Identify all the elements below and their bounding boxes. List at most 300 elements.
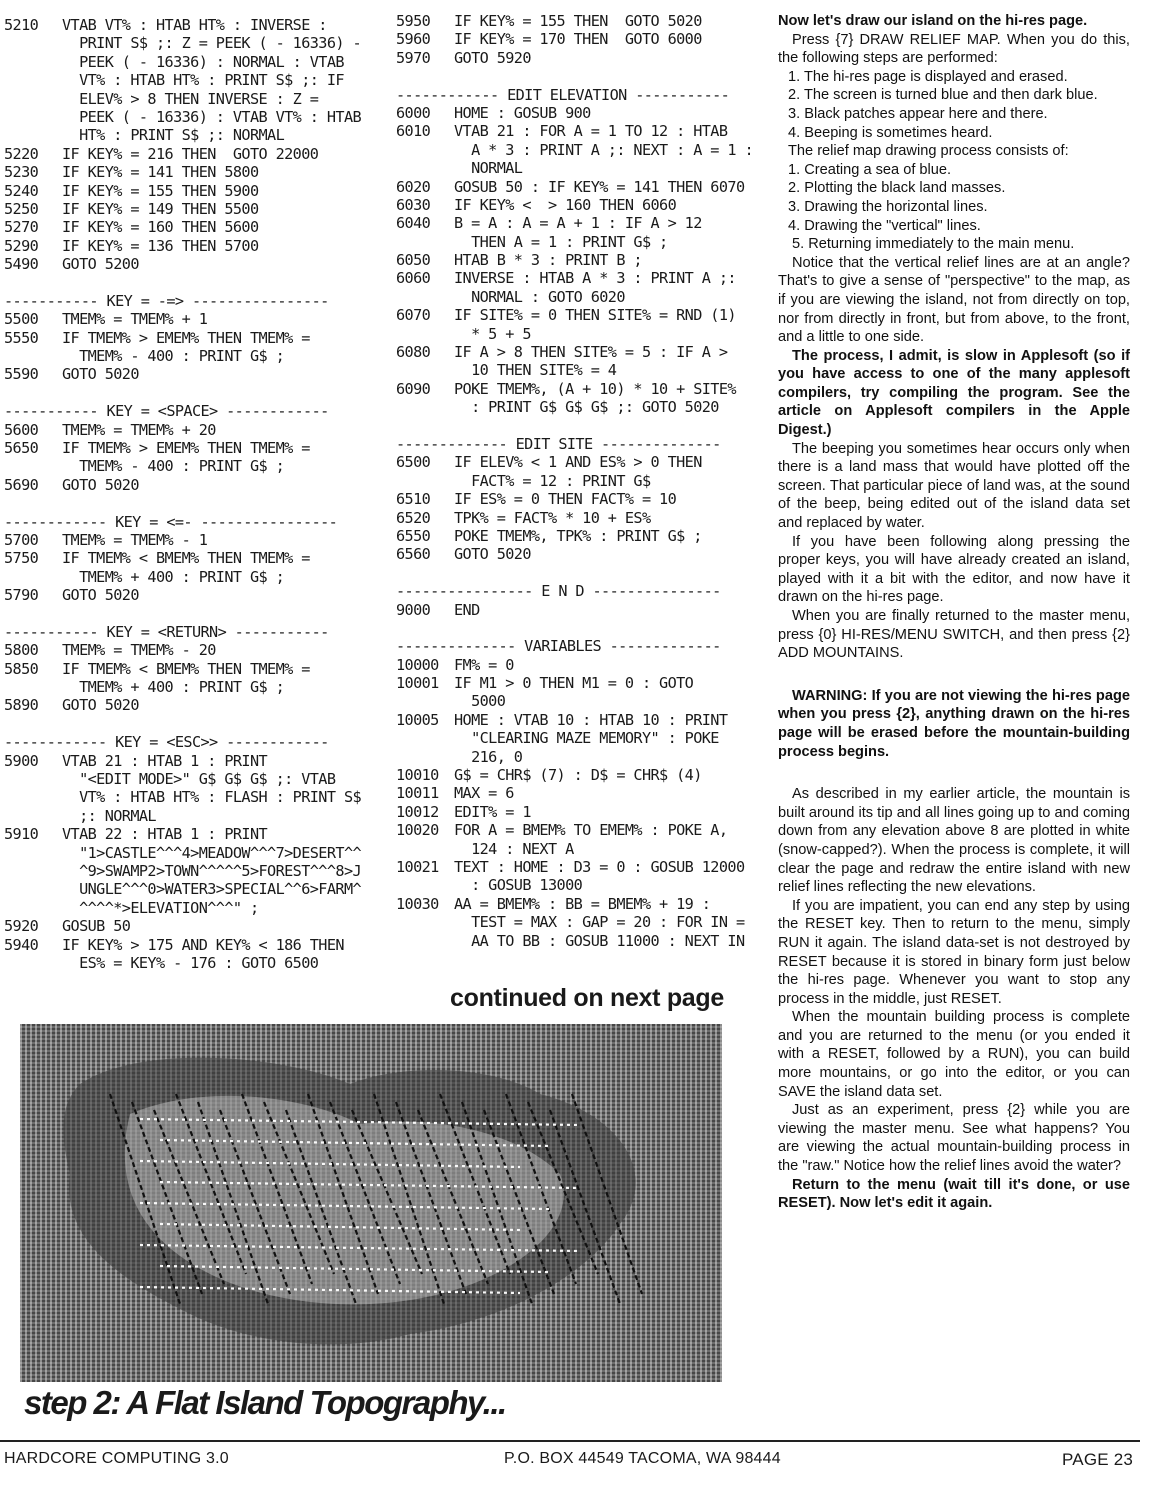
article-paragraph: The process, I admit, is slow in Applesoft (so if you have access to one of the many applesoft compilers, try compiling the program. See the article on Applesoft compilers in the Apple Digest.) xyxy=(778,347,1130,439)
code-text: GOTO 5020 xyxy=(454,545,531,564)
code-text: IF KEY% < > 160 THEN 6060 xyxy=(454,195,677,214)
code-text: IF KEY% = 136 THEN 5700 xyxy=(62,236,259,255)
line-number: 5700 xyxy=(4,530,39,549)
code-text: IF ES% = 0 THEN FACT% = 10 xyxy=(454,490,677,509)
line-number xyxy=(4,457,62,475)
code-line xyxy=(396,30,746,48)
code-text: HOME : GOSUB 900 xyxy=(454,103,591,122)
code-line xyxy=(396,453,746,471)
article-paragraph: 2. Plotting the black land masses. xyxy=(788,180,1006,197)
code-text: VT% : HTAB HT% : PRINT S$ ;: IF xyxy=(62,71,344,90)
line-number: 6070 xyxy=(396,306,431,325)
code-line xyxy=(396,784,746,802)
article-paragraph: 4. Beeping is sometimes heard. xyxy=(788,124,993,141)
line-number: 5550 xyxy=(4,328,39,347)
code-line xyxy=(4,752,374,770)
code-text: FACT% = 12 : PRINT G$ xyxy=(454,471,651,490)
article-paragraph: The relief map drawing process consists of: xyxy=(788,143,1069,160)
line-number: 6520 xyxy=(396,508,431,527)
article-paragraph: When the mountain building process is complete and you are returned to the menu (or you ended it with a RESET, followed by a RUN), you can build more mountains, or go into the editor, or you can SAVE the island data set. xyxy=(778,1009,1130,1100)
line-number xyxy=(4,568,62,586)
code-text: TMEM% - 400 : PRINT G$ ; xyxy=(62,457,285,476)
code-text: NORMAL xyxy=(454,159,523,178)
code-text: "CLEARING MAZE MEMORY" : POKE xyxy=(454,729,719,748)
code-text: IF KEY% = 170 THEN GOTO 6000 xyxy=(454,30,702,49)
code-line xyxy=(4,145,374,163)
code-text: PEEK ( - 16336) : VTAB VT% : HTAB xyxy=(62,107,362,126)
code-text: IF M1 > 0 THEN M1 = 0 : GOTO xyxy=(454,674,694,693)
code-line xyxy=(396,656,746,674)
code-line xyxy=(4,844,374,862)
line-number: 5950 xyxy=(396,12,431,30)
line-number: 5750 xyxy=(4,549,39,568)
code-separator: ------------ KEY = <=- ---------------- xyxy=(4,512,338,531)
code-line xyxy=(396,325,746,343)
footer-publication: HARDCORE COMPUTING 3.0 xyxy=(4,1450,229,1467)
code-line xyxy=(4,439,374,457)
code-line xyxy=(4,696,374,714)
line-number: 6040 xyxy=(396,214,431,233)
code-text: ;: NORMAL xyxy=(62,806,156,825)
line-number xyxy=(396,361,454,379)
code-line xyxy=(4,954,374,972)
code-separator xyxy=(396,564,746,582)
line-number: 5500 xyxy=(4,310,39,329)
line-number xyxy=(4,126,62,144)
code-separator: -------------- VARIABLES ------------- xyxy=(396,637,721,656)
line-number: 5900 xyxy=(4,751,39,770)
article-paragraph: If you have been following along pressing the proper keys, you will have already created an island, played with it a bit with the editor, and now have it drawn on the hi-res page. xyxy=(778,533,1130,606)
code-line xyxy=(4,531,374,549)
code-text: TEST = MAX : GAP = 20 : FOR IN = xyxy=(454,913,745,932)
code-text: 5000 xyxy=(454,692,506,711)
code-line xyxy=(396,380,746,398)
code-text: VTAB 22 : HTAB 1 : PRINT xyxy=(62,825,268,844)
code-text: ^^^^*>ELEVATION^^^" ; xyxy=(62,898,259,917)
code-separator: ---------------- E N D --------------- xyxy=(396,582,721,601)
code-text: IF KEY% = 155 THEN 5900 xyxy=(62,181,259,200)
code-line xyxy=(396,343,746,361)
line-number xyxy=(4,862,62,880)
code-text: "1>CASTLE^^^4>MEADOW^^^7>DESERT^^ xyxy=(62,843,362,862)
code-line xyxy=(396,803,746,821)
code-text: VTAB 21 : HTAB 1 : PRINT xyxy=(62,751,268,770)
code-line xyxy=(396,545,746,563)
line-number: 6560 xyxy=(396,545,431,564)
code-line xyxy=(4,476,374,494)
code-line xyxy=(4,163,374,181)
code-text: VTAB VT% : HTAB HT% : INVERSE : xyxy=(62,16,327,34)
code-text: IF TMEM% < BMEM% THEN TMEM% = xyxy=(62,549,310,568)
code-line xyxy=(4,586,374,604)
line-number xyxy=(4,788,62,806)
code-separator: ------------ EDIT ELEVATION ----------- xyxy=(396,85,730,104)
code-line xyxy=(4,862,374,880)
line-number xyxy=(396,141,454,159)
code-text: VTAB 21 : FOR A = 1 TO 12 : HTAB xyxy=(454,122,728,141)
code-text: IF ELEV% < 1 AND ES% > 0 THEN xyxy=(454,453,702,472)
code-text: : GOSUB 13000 xyxy=(454,876,583,895)
code-text: TMEM% = TMEM% + 1 xyxy=(62,310,208,329)
island-relief-map-image xyxy=(20,1024,722,1382)
code-line xyxy=(4,457,374,475)
line-number: 5790 xyxy=(4,586,39,605)
line-number: 6080 xyxy=(396,343,431,362)
code-line xyxy=(4,568,374,586)
line-number: 9000 xyxy=(396,600,431,619)
code-text: GOSUB 50 xyxy=(62,917,131,936)
code-line xyxy=(4,71,374,89)
code-line xyxy=(396,840,746,858)
line-number xyxy=(4,899,62,917)
line-number: 5220 xyxy=(4,144,39,163)
code-line xyxy=(4,549,374,567)
code-line xyxy=(4,880,374,898)
code-text: IF KEY% > 175 AND KEY% < 186 THEN xyxy=(62,935,344,954)
line-number: 10011 xyxy=(396,784,439,803)
article-text xyxy=(778,12,1130,1213)
line-number: 6000 xyxy=(396,103,431,122)
line-number xyxy=(396,692,454,710)
code-line xyxy=(396,858,746,876)
code-text: VT% : HTAB HT% : FLASH : PRINT S$ xyxy=(62,788,362,807)
code-text: B = A : A = A + 1 : IF A > 12 xyxy=(454,214,702,233)
line-number: 10030 xyxy=(396,894,439,913)
code-line xyxy=(396,766,746,784)
code-text: GOTO 5020 xyxy=(62,475,139,494)
code-text: TMEM% + 400 : PRINT G$ ; xyxy=(62,567,285,586)
code-line xyxy=(396,140,754,159)
code-line xyxy=(4,678,374,696)
code-line xyxy=(396,932,746,950)
code-text: GOTO 5920 xyxy=(454,48,531,67)
article-paragraph: 5. Returning immediately to the main menu. xyxy=(792,236,1075,253)
code-text: AA = BMEM% : BB = BMEM% + 19 : xyxy=(454,894,711,913)
code-text: ^9>SWAMP2>TOWN^^^^^5>FOREST^^^8>J xyxy=(62,861,362,880)
line-number xyxy=(4,954,62,972)
line-number: 10001 xyxy=(396,674,439,693)
code-text: THEN A = 1 : PRINT G$ ; xyxy=(454,232,668,251)
line-number: 10012 xyxy=(396,802,439,821)
code-line xyxy=(4,660,374,678)
line-number: 6550 xyxy=(396,526,431,545)
code-line xyxy=(396,601,746,619)
code-text: 216, 0 xyxy=(454,747,523,766)
line-number xyxy=(4,71,62,89)
code-line xyxy=(4,237,374,255)
article-paragraph: Press {7} DRAW RELIEF MAP. When you do this, the following steps are performed: xyxy=(778,31,1130,67)
code-text: NORMAL : GOTO 6020 xyxy=(454,287,625,306)
article-paragraph: Just as an experiment, press {2} while you are viewing the master menu. See what happens? You are viewing the actual mountain-building process in the "raw." Notice how the relief lines avoid the water? xyxy=(778,1102,1130,1175)
code-text: GOTO 5020 xyxy=(62,696,139,715)
code-text: HTAB B * 3 : PRINT B ; xyxy=(454,251,642,270)
code-line xyxy=(4,936,374,954)
code-text: TMEM% = TMEM% - 1 xyxy=(62,530,208,549)
line-number xyxy=(4,807,62,825)
line-number xyxy=(396,932,454,950)
code-line xyxy=(396,748,746,766)
code-separator: ----------- KEY = <SPACE> ------------ xyxy=(4,402,329,421)
line-number: 5920 xyxy=(4,917,39,936)
line-number xyxy=(396,472,454,490)
line-number: 6090 xyxy=(396,379,431,398)
code-line xyxy=(4,329,374,347)
line-number: 5270 xyxy=(4,218,39,237)
code-text: EDIT% = 1 xyxy=(454,802,531,821)
code-text: IF SITE% = 0 THEN SITE% = RND (1) xyxy=(454,306,736,325)
code-line xyxy=(396,490,746,508)
code-line xyxy=(396,122,746,140)
line-number: 10000 xyxy=(396,655,439,674)
code-line xyxy=(396,361,746,379)
code-separator xyxy=(4,715,374,733)
code-text: TMEM% = TMEM% - 20 xyxy=(62,641,216,660)
code-line xyxy=(396,251,746,269)
line-number: 5940 xyxy=(4,935,39,954)
code-text: TMEM% - 400 : PRINT G$ ; xyxy=(62,347,285,366)
article-paragraph: Return to the menu (wait till it's done, or use RESET). Now let's edit it again. xyxy=(778,1176,1130,1212)
code-line xyxy=(4,108,374,126)
article-paragraph: 1. The hi-res page is displayed and erased. xyxy=(788,68,1068,85)
line-number: 10005 xyxy=(396,710,439,729)
code-separator xyxy=(396,417,746,435)
line-number: 5240 xyxy=(4,181,39,200)
code-line xyxy=(396,214,746,232)
code-separator xyxy=(4,273,374,291)
code-text: IF A > 8 THEN SITE% = 5 : IF A > xyxy=(454,343,728,362)
code-text: PRINT S$ ;: Z = PEEK ( - 16336) - xyxy=(62,34,362,53)
article-paragraph: 1. Creating a sea of blue. xyxy=(788,161,952,178)
code-text: GOSUB 50 : IF KEY% = 141 THEN 6070 xyxy=(454,177,745,196)
line-number xyxy=(396,876,454,894)
code-line xyxy=(396,159,746,177)
code-line xyxy=(4,218,374,236)
footer-rule xyxy=(0,1440,1140,1442)
article-paragraph: 2. The screen is turned blue and then dark blue. xyxy=(788,87,1098,104)
code-line xyxy=(4,182,374,200)
code-line xyxy=(396,821,746,839)
code-line xyxy=(396,306,746,324)
code-text: GOTO 5200 xyxy=(62,255,139,274)
code-line xyxy=(396,49,746,67)
code-separator: ------------ KEY = <ESC>> ------------ xyxy=(4,733,329,752)
line-number xyxy=(396,288,454,306)
code-text: END xyxy=(454,600,480,619)
code-line xyxy=(396,674,746,692)
line-number xyxy=(4,53,62,71)
code-line xyxy=(4,807,374,825)
code-line xyxy=(4,200,374,218)
code-text: GOTO 5020 xyxy=(62,365,139,384)
line-number xyxy=(4,90,62,108)
article-paragraph: If you are impatient, you can end any step by using the RESET key. Then to return to the menu, simply RUN it again. The island data-set is not destroyed by RESET because it is stored in binary form just below the hi-res page. Whenever you want to stop any process in the middle, just RESET. xyxy=(778,897,1130,1007)
code-text: PEEK ( - 16336) : NORMAL : VTAB xyxy=(62,52,344,71)
line-number: 5290 xyxy=(4,236,39,255)
code-line xyxy=(4,365,374,383)
line-number: 6050 xyxy=(396,251,431,270)
code-text: : PRINT G$ G$ G$ ;: GOTO 5020 xyxy=(454,398,719,417)
code-text: HT% : PRINT S$ ;: NORMAL xyxy=(62,126,285,145)
code-text: IF KEY% = 160 THEN 5600 xyxy=(62,218,259,237)
code-line xyxy=(396,913,746,931)
code-text: 10 THEN SITE% = 4 xyxy=(454,361,617,380)
code-text: "<EDIT MODE>" G$ G$ G$ ;: VTAB xyxy=(62,770,336,789)
code-text: FM% = 0 xyxy=(454,655,514,674)
line-number xyxy=(396,913,454,931)
code-text: IF KEY% = 141 THEN 5800 xyxy=(62,163,259,182)
line-number: 5590 xyxy=(4,365,39,384)
code-text: IF TMEM% > EMEM% THEN TMEM% = xyxy=(62,438,310,457)
code-line xyxy=(4,641,374,659)
line-number: 5250 xyxy=(4,199,39,218)
article-paragraph: 3. Drawing the horizontal lines. xyxy=(788,198,988,215)
code-line xyxy=(4,421,374,439)
line-number xyxy=(396,398,454,416)
code-line xyxy=(396,509,746,527)
line-number: 5230 xyxy=(4,163,39,182)
article-paragraph: 3. Black patches appear here and there. xyxy=(788,105,1048,122)
code-text: IF KEY% = 216 THEN GOTO 22000 xyxy=(62,144,319,163)
code-text: POKE TMEM%, TPK% : PRINT G$ ; xyxy=(454,526,702,545)
code-line xyxy=(4,310,374,328)
article-paragraph: As described in my earlier article, the mountain is built around its tip and all lines going up to and coming down from any elevation above 8 are plotted in white (snow-capped?). When the process is complete, it will clear the page and redraw the entire island with new relief lines reflecting the new elevations. xyxy=(778,786,1130,896)
code-text: POKE TMEM%, (A + 10) * 10 + SITE% xyxy=(454,379,736,398)
line-number: 5960 xyxy=(396,30,431,49)
line-number: 6010 xyxy=(396,122,431,141)
code-separator: ----------- KEY = <RETURN> ----------- xyxy=(4,622,329,641)
code-line xyxy=(4,90,374,108)
code-text: FOR A = BMEM% TO EMEM% : POKE A, xyxy=(454,821,728,840)
code-line xyxy=(396,527,746,545)
code-text: 124 : NEXT A xyxy=(454,839,574,858)
code-separator xyxy=(396,619,746,637)
line-number xyxy=(396,233,454,251)
code-text: IF TMEM% > EMEM% THEN TMEM% = xyxy=(62,328,310,347)
code-separator xyxy=(4,384,374,402)
code-line xyxy=(4,126,374,144)
continued-label: continued on next page xyxy=(450,984,724,1012)
code-separator xyxy=(4,494,374,512)
code-text: AA TO BB : GOSUB 11000 : NEXT IN xyxy=(454,931,745,950)
code-line xyxy=(4,917,374,935)
line-number xyxy=(4,770,62,788)
code-line xyxy=(396,233,746,251)
code-line xyxy=(4,34,374,52)
line-number xyxy=(396,325,454,343)
article-paragraph: Now let's draw our island on the hi-res page. xyxy=(778,13,1088,29)
code-text: ELEV% > 8 THEN INVERSE : Z = xyxy=(62,89,319,108)
code-text: * 5 + 5 xyxy=(454,324,531,343)
line-number xyxy=(4,347,62,365)
line-number xyxy=(4,108,62,126)
code-line xyxy=(396,104,746,122)
code-line xyxy=(396,12,746,30)
code-text: TMEM% = TMEM% + 20 xyxy=(62,420,216,439)
footer-address: P.O. BOX 44549 TACOMA, WA 98444 xyxy=(504,1450,781,1467)
footer-page-number: PAGE 23 xyxy=(1062,1450,1134,1469)
code-line xyxy=(4,347,374,365)
line-number: 5690 xyxy=(4,475,39,494)
code-line xyxy=(4,255,374,273)
code-line xyxy=(396,472,746,490)
code-line xyxy=(4,788,374,806)
line-number: 6060 xyxy=(396,269,431,288)
code-line xyxy=(396,729,746,747)
code-text: TMEM% + 400 : PRINT G$ ; xyxy=(62,678,285,697)
code-text: IF TMEM% < BMEM% THEN TMEM% = xyxy=(62,659,310,678)
line-number: 10021 xyxy=(396,857,439,876)
line-number xyxy=(396,748,454,766)
article-paragraph: The beeping you sometimes hear occurs only when there is a land mass that would have plotted off the screen. That particular piece of land was, at the sound of the beep, being edited out of the island data set and replaced by water. xyxy=(778,440,1130,532)
figure-caption: step 2: A Flat Island Topography... xyxy=(24,1384,506,1421)
code-text: MAX = 6 xyxy=(454,784,514,803)
code-separator xyxy=(4,605,374,623)
code-line xyxy=(4,825,374,843)
code-text: INVERSE : HTAB A * 3 : PRINT A ;: xyxy=(454,269,736,288)
line-number: 5910 xyxy=(4,825,39,844)
line-number: 5490 xyxy=(4,255,39,274)
code-line xyxy=(4,16,374,34)
code-text: TEXT : HOME : D3 = 0 : GOSUB 12000 xyxy=(454,857,745,876)
line-number: 6500 xyxy=(396,453,431,472)
line-number: 5800 xyxy=(4,641,39,660)
code-text: G$ = CHR$ (7) : D$ = CHR$ (4) xyxy=(454,766,702,785)
line-number: 6020 xyxy=(396,177,431,196)
line-number xyxy=(396,840,454,858)
line-number xyxy=(4,34,62,52)
line-number xyxy=(4,844,62,862)
code-separator: ----------- KEY = -=> ---------------- xyxy=(4,291,329,310)
code-line xyxy=(396,269,746,287)
code-text: GOTO 5020 xyxy=(62,586,139,605)
line-number: 5650 xyxy=(4,438,39,457)
line-number: 10010 xyxy=(396,766,439,785)
code-text: IF KEY% = 149 THEN 5500 xyxy=(62,199,259,218)
code-separator xyxy=(396,67,746,85)
code-line xyxy=(396,178,746,196)
code-separator: ------------- EDIT SITE -------------- xyxy=(396,434,721,453)
code-text: HOME : VTAB 10 : HTAB 10 : PRINT xyxy=(454,710,728,729)
island-relief-drawing xyxy=(20,1024,722,1382)
article-paragraph: Notice that the vertical relief lines are at an angle? That's to give a sense of "perspective" to the map, as if you are viewing the island, not from directly on top, nor from directly in front, but from above, to the front, and a little to one side. xyxy=(778,254,1130,346)
line-number: 5890 xyxy=(4,696,39,715)
code-line xyxy=(4,770,374,788)
line-number xyxy=(396,159,454,177)
line-number: 5850 xyxy=(4,659,39,678)
code-text: ES% = KEY% - 176 : GOTO 6500 xyxy=(62,953,319,972)
code-text: TPK% = FACT% * 10 + ES% xyxy=(454,508,651,527)
code-line xyxy=(396,876,746,894)
line-number xyxy=(396,729,454,747)
code-listing-right xyxy=(396,12,754,950)
line-number: 6030 xyxy=(396,195,431,214)
code-line xyxy=(396,398,746,416)
article-paragraph: WARNING: If you are not viewing the hi-res page when you press {2}, anything drawn on the hi-res page will be erased before the mountain-building process begins. xyxy=(778,687,1130,760)
code-line xyxy=(396,711,746,729)
code-text: A * 3 : PRINT A ;: NEXT : A = 1 : xyxy=(454,140,754,159)
line-number xyxy=(4,880,62,898)
line-number: 5210 xyxy=(4,16,39,34)
code-line xyxy=(396,692,746,710)
article-paragraph: 4. Drawing the "vertical" lines. xyxy=(788,217,981,234)
code-text: UNGLE^^^0>WATER3>SPECIAL^^6>FARM^ xyxy=(62,880,362,899)
code-line xyxy=(396,288,746,306)
code-line xyxy=(396,196,746,214)
line-number: 10020 xyxy=(396,821,439,840)
line-number: 5600 xyxy=(4,420,39,439)
code-text: IF KEY% = 155 THEN GOTO 5020 xyxy=(454,12,702,30)
code-line xyxy=(4,899,374,917)
